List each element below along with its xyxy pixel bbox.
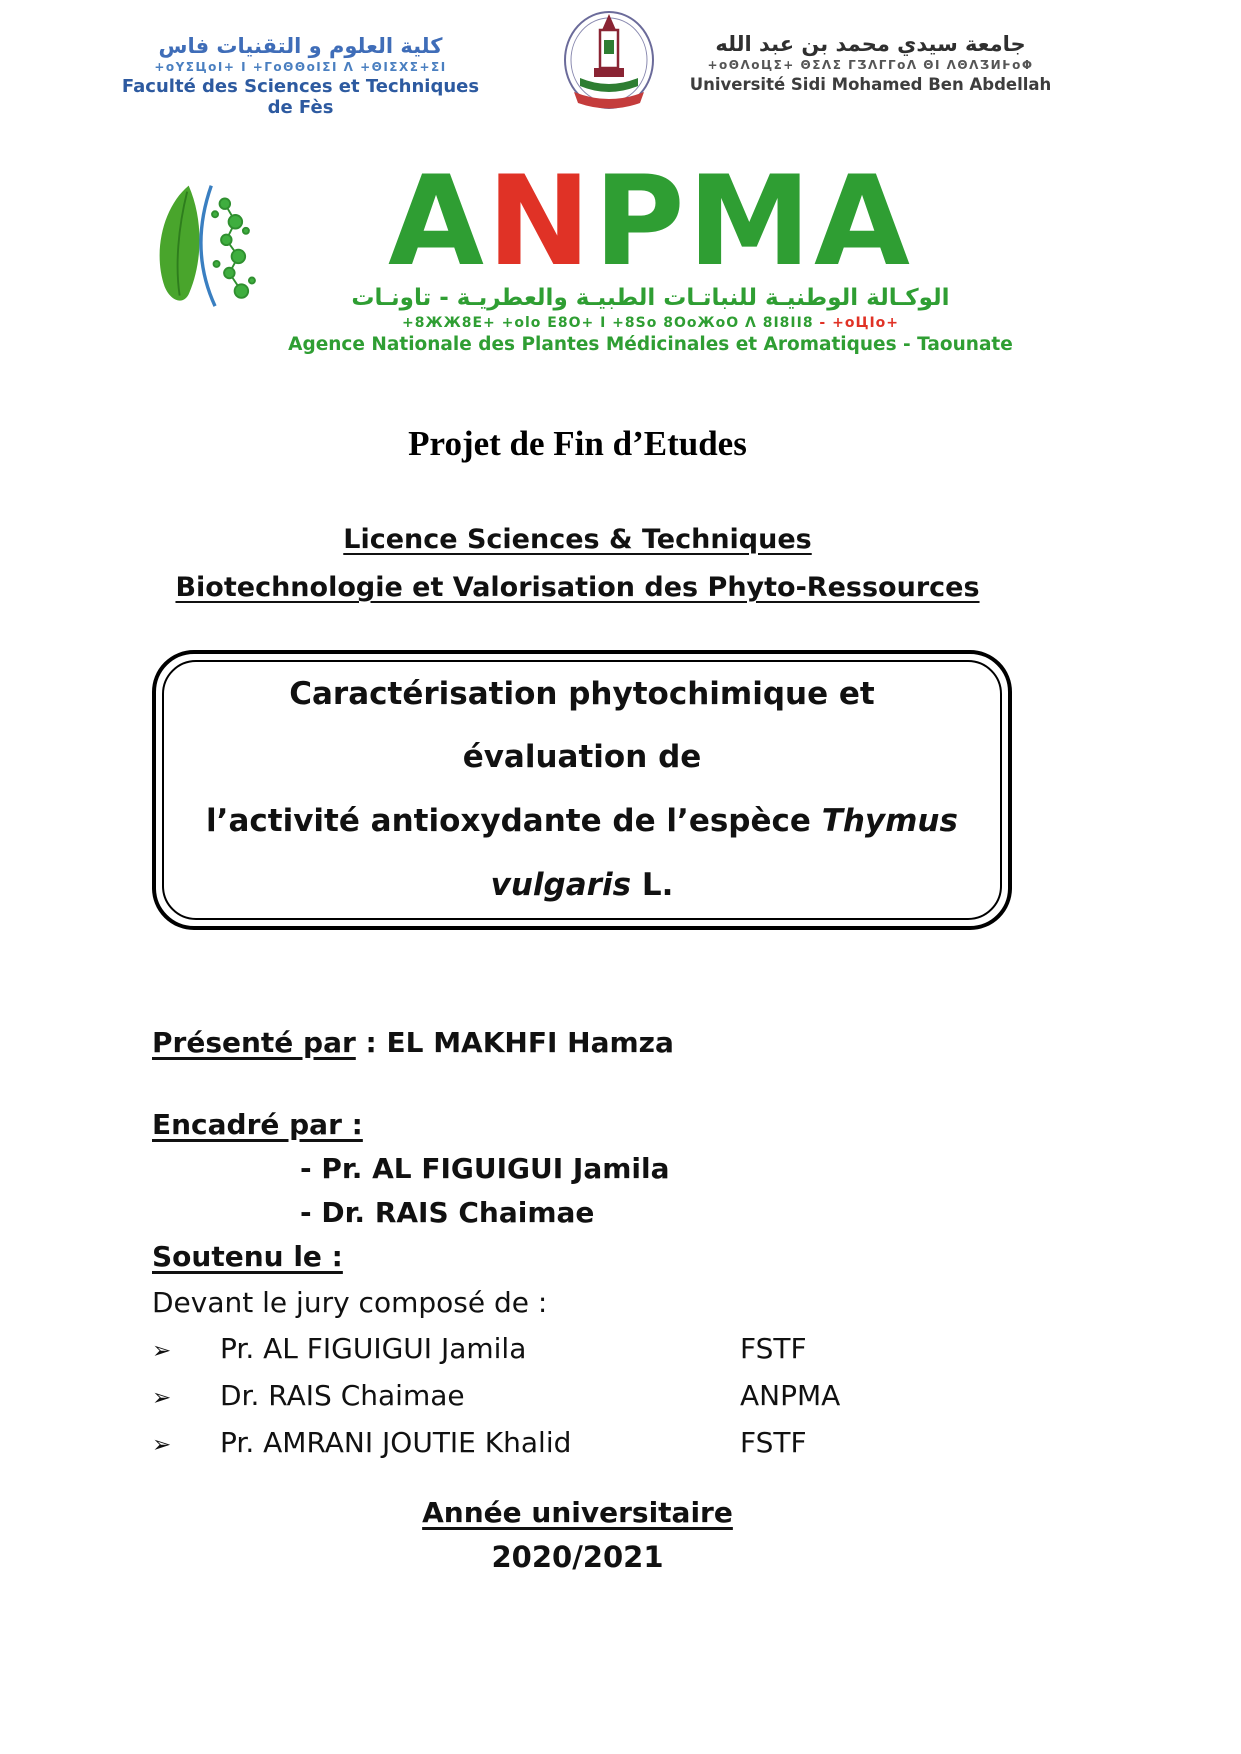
jury-bullet-icon: ➢ [152, 1432, 172, 1458]
document-type-heading: Projet de Fin d’Etudes [408, 424, 747, 463]
anpma-letter: N [486, 150, 594, 294]
jury-member-affiliation: FSTF [740, 1426, 807, 1459]
thesis-title-line [194, 854, 970, 918]
degree-heading: Licence Sciences & Techniques [343, 524, 812, 555]
presented-by-line [152, 1026, 674, 1059]
jury-row [152, 1426, 807, 1459]
supervisor-item: - Pr. AL FIGUIGUI Jamila [300, 1152, 670, 1185]
jury-member-name: Pr. AL FIGUIGUI Jamila [220, 1332, 527, 1365]
jury-intro: Devant le jury composé de : [152, 1286, 548, 1319]
anpma-text-column [288, 150, 1013, 356]
anpma-letter: P [593, 150, 688, 294]
presented-by-label: Présenté par [152, 1026, 356, 1059]
defense-date-label: Soutenu le : [152, 1240, 343, 1273]
jury-row [152, 1332, 807, 1365]
anpma-name-french: Agence Nationale des Plantes Médicinales et Aromatiques - Taounate [288, 334, 1013, 356]
university-name-arabic: جامعة سيدي محمد بن عبد الله [715, 32, 1026, 56]
supervisor-item: - Dr. RAIS Chaimae [300, 1196, 595, 1229]
anpma-name-tifinagh [288, 315, 1013, 331]
faculty-name-tifinagh: +oYΣЦoI+ I +ΓoΘΘoIΣI Λ +ΘIΣXΣ+ΣI [154, 60, 447, 74]
anpma-letter: A [814, 150, 913, 294]
jury-member-name: Dr. RAIS Chaimae [220, 1379, 465, 1412]
academic-year-value: 2020/2021 [491, 1540, 664, 1574]
program-heading: Biotechnologie et Valorisation des Phyto-Ressources [175, 572, 980, 603]
jury-bullet-icon: ➢ [152, 1385, 172, 1411]
thesis-title-regular: l’activité antioxydante de l’espèce [206, 803, 822, 839]
anpma-name-arabic: الوكـالة الوطنيـة للنباتـات الطبيـة والعطريـة - تاونـات [351, 285, 950, 312]
anpma-tifinagh-green: +8ЖЖ8Е+ +olo Е8О+ I +8Ѕo 8ОoЖoО Λ 8Ι8ΙΙ8 [401, 315, 814, 332]
supervised-by-label: Encadré par : [152, 1108, 363, 1141]
faculty-name-arabic: كلية العلوم و التقنيات فاس [158, 34, 443, 58]
anpma-tifinagh-red: - +oЦIo+ [813, 315, 900, 332]
anpma-leaf-icon [142, 168, 270, 330]
anpma-letter: A [387, 150, 487, 294]
university-block [678, 32, 1063, 94]
faculty-block [118, 34, 483, 118]
thesis-title-line [194, 790, 970, 854]
thesis-title-regular: L. [631, 866, 674, 903]
jury-member-affiliation: FSTF [740, 1332, 807, 1365]
anpma-acronym [288, 150, 1013, 294]
thesis-title-line: Caractérisation phytochimique et évaluation de [289, 675, 875, 776]
presented-by-value: : EL MAKHFI Hamza [355, 1026, 674, 1059]
anpma-letter: M [687, 150, 815, 294]
academic-year-label: Année universitaire [422, 1496, 733, 1529]
faculty-name-french: Faculté des Sciences et Techniques de Fès [121, 76, 480, 118]
thesis-title-box-inner [162, 660, 1002, 920]
university-name-tifinagh: +oΘΛoЦΣ+ ΘΣΛΣ ΓƷΛΓΓoΛ ΘI ΛΘΛƷͶͰoΦ [707, 58, 1034, 72]
jury-bullet-icon: ➢ [152, 1338, 172, 1364]
thesis-title-box [152, 650, 1012, 930]
anpma-logo [0, 150, 1155, 356]
university-name-french: Université Sidi Mohamed Ben Abdellah [689, 75, 1052, 94]
jury-member-affiliation: ANPMA [740, 1379, 841, 1412]
thesis-title-species-italic: Thymus [821, 803, 958, 839]
thesis-title-species-italic: vulgaris [490, 866, 632, 903]
jury-member-name: Pr. AMRANI JOUTIE Khalid [220, 1426, 572, 1459]
university-emblem-icon [560, 8, 658, 116]
jury-row [152, 1379, 840, 1412]
